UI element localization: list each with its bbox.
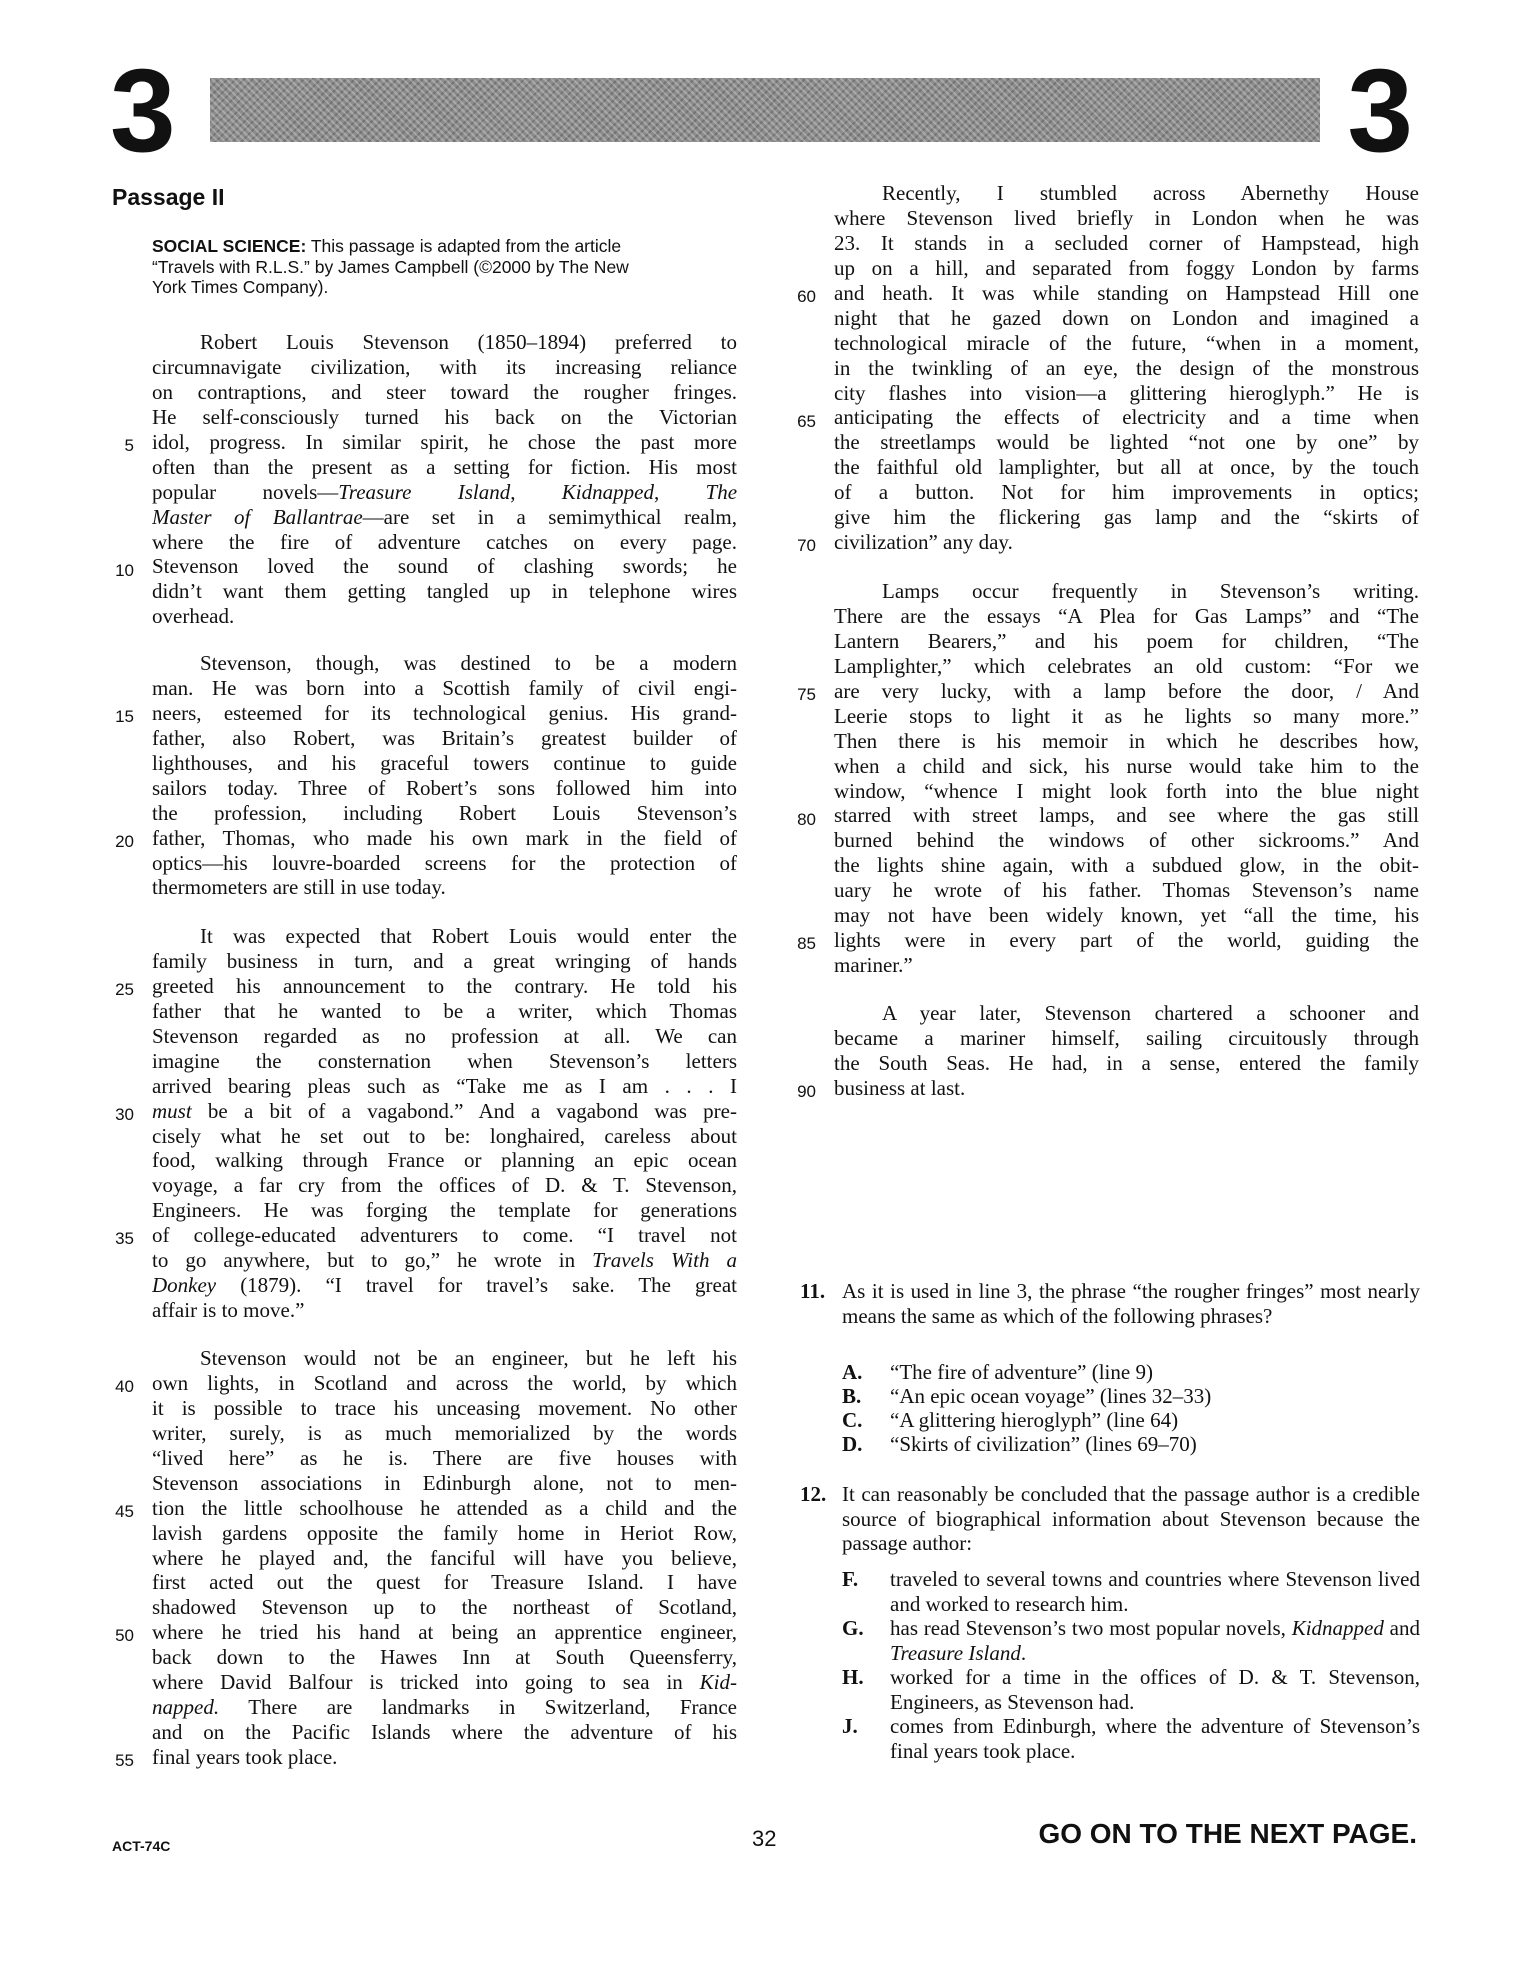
option-text: comes from Edinburgh, where the adventure of Stevenson’s final years took place. — [890, 1714, 1420, 1763]
passage-line: burned behind the windows of other sickrooms.” And — [834, 828, 1419, 853]
passage-line: greeted his announcement to the contrary. He told his — [152, 973, 737, 998]
passage-line: Stevenson loved the sound of clashing swords; he — [152, 554, 737, 579]
option-letter: G. — [842, 1616, 864, 1640]
line-number: 40 — [115, 1376, 134, 1396]
passage-line: in the twinkling of an eye, the design of the monstrous — [834, 355, 1419, 380]
passage-line: circumnavigate civilization, with its increasing reliance — [152, 354, 737, 379]
passage-line: and on the Pacific Islands where the adventure of his — [152, 1720, 737, 1745]
line-number: 60 — [797, 286, 816, 306]
passage-line: it is possible to trace his unceasing movement. No other — [152, 1395, 737, 1420]
line-number: 5 — [124, 435, 134, 455]
passage-line: the lights shine again, with a subdued glow, in the obit- — [834, 853, 1419, 878]
line-number: 75 — [797, 684, 816, 704]
passage-line: Lamplighter,” which celebrates an old custom: “For we — [834, 653, 1419, 678]
question-number: 11. — [800, 1279, 826, 1303]
passage-paragraph — [115, 1346, 737, 1771]
passage-line: window, “whence I might look forth into the blue night — [834, 778, 1419, 803]
passage-line: arrived bearing pleas such as “Take me as I am . . . I — [152, 1073, 737, 1098]
passage-line: napped. There are landmarks in Switzerland, France — [152, 1695, 737, 1720]
line-number: 30 — [115, 1104, 134, 1124]
passage-line: He self-consciously turned his back on the Victorian — [152, 404, 737, 429]
option-letter: B. — [842, 1384, 862, 1408]
passage-line: civilization” any day. — [834, 530, 1013, 555]
line-number: 90 — [797, 1081, 816, 1101]
passage-line: didn’t want them getting tangled up in telephone wires — [152, 579, 737, 604]
passage-line: man. He was born into a Scottish family of civil engi- — [152, 675, 737, 700]
title-italic: Travels With a — [592, 1248, 737, 1273]
passage-line: lights were in every part of the world, guiding the — [834, 928, 1419, 953]
passage-line: first acted out the quest for Treasure Island. I have — [152, 1570, 737, 1595]
passage-line: Then there is his memoir in which he describes how, — [834, 728, 1419, 753]
title-italic: The — [705, 479, 737, 504]
line-number: 15 — [115, 706, 134, 726]
option-letter: C. — [842, 1408, 863, 1432]
passage-line: Stevenson, though, was destined to be a modern — [200, 651, 737, 675]
line-number: 80 — [797, 809, 816, 829]
passage-line: thermometers are still in use today. — [152, 875, 446, 900]
passage-line: cisely what he set out to be: longhaired, careless about — [152, 1123, 737, 1148]
option-letter: H. — [842, 1665, 864, 1689]
passage-line: overhead. — [152, 604, 235, 629]
passage-line: neers, esteemed for its technological genius. His grand- — [152, 700, 737, 725]
option-letter: J. — [842, 1714, 858, 1738]
option-text: has read Stevenson’s two most popular novels, Kidnapped and Treasure Island. — [890, 1616, 1421, 1665]
passage-paragraph — [797, 579, 1419, 978]
line-number: 55 — [115, 1751, 134, 1771]
line-number: 25 — [115, 979, 134, 999]
passage-line: anticipating the effects of electricity and a time when — [834, 405, 1419, 430]
passage-line: own lights, in Scotland and across the world, by which — [152, 1370, 737, 1395]
passage-line: shadowed Stevenson up to the northeast of Scotland, — [152, 1595, 737, 1620]
passage-line: Lantern Bearers,” and his poem for children, “The — [834, 628, 1419, 653]
title-italic: Donkey — [152, 1273, 217, 1298]
section-number-left: 3 — [110, 45, 176, 177]
passage-title: Passage II — [112, 184, 225, 210]
passage-line: There are the essays “A Plea for Gas Lamps” and “The — [834, 603, 1419, 628]
option-letter: D. — [842, 1432, 863, 1456]
passage-line: 23. It stands in a secluded corner of Hampstead, high — [834, 230, 1419, 255]
section-number-right: 3 — [1347, 45, 1413, 177]
passage-paragraph — [115, 651, 737, 900]
passage-line: technological miracle of the future, “when in a moment, — [834, 330, 1419, 355]
intro-line: “Travels with R.L.S.” by James Campbell (©2000 by The New — [152, 256, 629, 277]
passage-line: may not have been widely known, yet “all the time, his — [834, 903, 1419, 928]
passage-line: of a button. Not for him improvements in optics; — [834, 480, 1419, 505]
passage-line: on contraptions, and steer toward the rougher fringes. — [152, 379, 737, 404]
passage-line: uary he wrote of his father. Thomas Stevenson’s name — [834, 878, 1419, 903]
passage-line: starred with street lamps, and see where the gas still — [834, 803, 1419, 828]
passage-line: up on a hill, and separated from foggy London by farms — [834, 255, 1419, 280]
passage-paragraph — [797, 1001, 1419, 1101]
option-text: “A glittering hieroglyph” (line 64) — [890, 1408, 1179, 1432]
passage-line: where the fire of adventure catches on every page. — [152, 529, 737, 554]
passage-line: lavish gardens opposite the family home in Heriot Row, — [152, 1520, 737, 1545]
title-italic: napped. — [152, 1695, 220, 1720]
passage-line: and heath. It was while standing on Hampstead Hill one — [834, 280, 1419, 305]
passage-line: Stevenson associations in Edinburgh alone, not to men- — [152, 1470, 737, 1495]
test-code: ACT-74C — [112, 1838, 171, 1854]
line-number: 20 — [115, 831, 134, 851]
question-stem: It can reasonably be concluded that the passage author is a credible source of biographical information about Stevenson because the passage author: — [842, 1482, 1420, 1555]
line-number: 50 — [115, 1626, 134, 1646]
option-letter: A. — [842, 1360, 863, 1384]
passage-line: where he tried his hand at being an apprentice engineer, — [152, 1620, 737, 1645]
title-italic: Treasure Island — [890, 1640, 1021, 1665]
passage-paragraph — [115, 924, 737, 1323]
passage-line: are very lucky, with a lamp before the door, / And — [834, 678, 1419, 703]
passage-line: when a child and sick, his nurse would take him to the — [834, 753, 1419, 778]
title-italic: Kidnapped — [1291, 1616, 1384, 1640]
passage-line: the streetlamps would be lighted “not one by one” by — [834, 430, 1419, 455]
passage-paragraph — [115, 330, 737, 629]
passage-line: to go anywhere, but to go,” he wrote in Travels With a — [152, 1248, 737, 1273]
passage-line: where he played and, the fanciful will have you believe, — [152, 1545, 737, 1570]
passage-line: often than the present as a setting for fiction. His most — [152, 454, 737, 479]
passage-line: sailors today. Three of Robert’s sons followed him into — [152, 775, 737, 800]
passage-line: must be a bit of a vagabond.” And a vagabond was pre- — [152, 1098, 737, 1123]
passage-line: city flashes into vision—a glittering hieroglyph.” He is — [834, 380, 1419, 405]
intro-line: This passage is adapted from the article — [306, 236, 622, 256]
passage-line: voyage, a far cry from the offices of D. & T. Stevenson, — [152, 1173, 737, 1198]
passage-line: Leerie stops to light it as he lights so many more.” — [834, 703, 1419, 728]
passage-line: “lived here” as he is. There are five houses with — [152, 1445, 737, 1470]
title-italic: must — [152, 1098, 192, 1123]
passage-line: final years took place. — [152, 1745, 338, 1769]
question-stem: As it is used in line 3, the phrase “the rougher fringes” most nearly means the same as which of the following phrases? — [842, 1279, 1420, 1328]
passage-line: A year later, Stevenson chartered a schooner and — [882, 1001, 1419, 1025]
passage-line: the South Seas. He had, in a sense, entered the family — [834, 1050, 1419, 1075]
passage-paragraph — [797, 181, 1419, 556]
passage-line: Stevenson would not be an engineer, but he left his — [200, 1346, 737, 1370]
line-number: 65 — [797, 411, 816, 431]
passage-line: writer, surely, is as much memorialized by the words — [152, 1420, 737, 1445]
option-letter: F. — [842, 1567, 859, 1591]
passage-line: Engineers. He was forging the template for generations — [152, 1198, 737, 1223]
passage-line: give him the flickering gas lamp and the “skirts of — [834, 505, 1419, 530]
option-text: “An epic ocean voyage” (lines 32–33) — [890, 1384, 1212, 1408]
page-number: 32 — [752, 1826, 777, 1851]
passage-line: night that he gazed down on London and imagined a — [834, 305, 1419, 330]
line-number: 85 — [797, 934, 816, 954]
header-bar — [210, 78, 1320, 142]
passage-line: Recently, I stumbled across Abernethy House — [882, 181, 1419, 205]
title-italic: Master of Ballantrae — [152, 504, 363, 529]
option-text: “The fire of adventure” (line 9) — [890, 1360, 1153, 1384]
line-number: 45 — [115, 1501, 134, 1521]
passage-line: Robert Louis Stevenson (1850–1894) preferred to — [200, 330, 737, 354]
option-text: traveled to several towns and countries where Stevenson lived and worked to research him. — [890, 1567, 1420, 1616]
passage-line: father, Thomas, who made his own mark in the field of — [152, 825, 737, 850]
passage-line: lighthouses, and his graceful towers continue to guide — [152, 750, 737, 775]
title-italic: Kid- — [699, 1670, 737, 1695]
passage-line: family business in turn, and a great wringing of hands — [152, 948, 737, 973]
passage-line: optics—his louvre-boarded screens for the protection of — [152, 850, 737, 875]
question-number: 12. — [800, 1482, 827, 1506]
option-text: worked for a time in the offices of D. & T. Stevenson, Engineers, as Stevenson had. — [890, 1665, 1420, 1714]
passage-line: where David Balfour is tricked into going to sea in Kid- — [152, 1670, 737, 1695]
passage-line: popular novels—Treasure Island, Kidnapped, The — [152, 479, 737, 504]
title-italic: Kidnapped — [561, 479, 654, 504]
passage-line: Donkey (1879). “I travel for travel’s sake. The great — [152, 1273, 737, 1298]
passage-line: father that he wanted to be a writer, which Thomas — [152, 998, 737, 1023]
passage-intro — [152, 236, 737, 298]
intro-line: York Times Company). — [152, 277, 329, 297]
passage-line: imagine the consternation when Stevenson’s letters — [152, 1048, 737, 1073]
passage-line: where Stevenson lived briefly in London when he was — [834, 205, 1419, 230]
intro-label: SOCIAL SCIENCE: — [152, 236, 307, 256]
passage-line: father, also Robert, was Britain’s greatest builder of — [152, 725, 737, 750]
passage-line: It was expected that Robert Louis would enter the — [200, 924, 737, 948]
title-italic: Treasure Island — [338, 479, 511, 504]
passage-line: Master of Ballantrae—are set in a semimythical realm, — [152, 504, 737, 529]
line-number: 70 — [797, 536, 816, 556]
passage-line: of college-educated adventurers to come. “I travel not — [152, 1223, 737, 1248]
passage-line: idol, progress. In similar spirit, he chose the past more — [152, 429, 737, 454]
passage-line: mariner.” — [834, 953, 913, 978]
line-number: 35 — [115, 1229, 134, 1249]
passage-line: Stevenson regarded as no profession at all. We can — [152, 1023, 737, 1048]
passage-line: food, walking through France or planning an epic ocean — [152, 1148, 737, 1173]
line-number: 10 — [115, 560, 134, 580]
passage-line: tion the little schoolhouse he attended as a child and the — [152, 1495, 737, 1520]
option-text: “Skirts of civilization” (lines 69–70) — [890, 1432, 1197, 1456]
go-on-next-page: GO ON TO THE NEXT PAGE. — [1038, 1818, 1417, 1849]
passage-line: the profession, including Robert Louis Stevenson’s — [152, 800, 737, 825]
passage-line: Lamps occur frequently in Stevenson’s writing. — [882, 579, 1419, 603]
passage-line: back down to the Hawes Inn at South Queensferry, — [152, 1645, 737, 1670]
passage-line: business at last. — [834, 1075, 966, 1100]
passage-line: the faithful old lamplighter, but all at once, by the touch — [834, 455, 1419, 480]
passage-line: affair is to move.” — [152, 1298, 305, 1323]
passage-line: became a mariner himself, sailing circuitously through — [834, 1025, 1419, 1050]
